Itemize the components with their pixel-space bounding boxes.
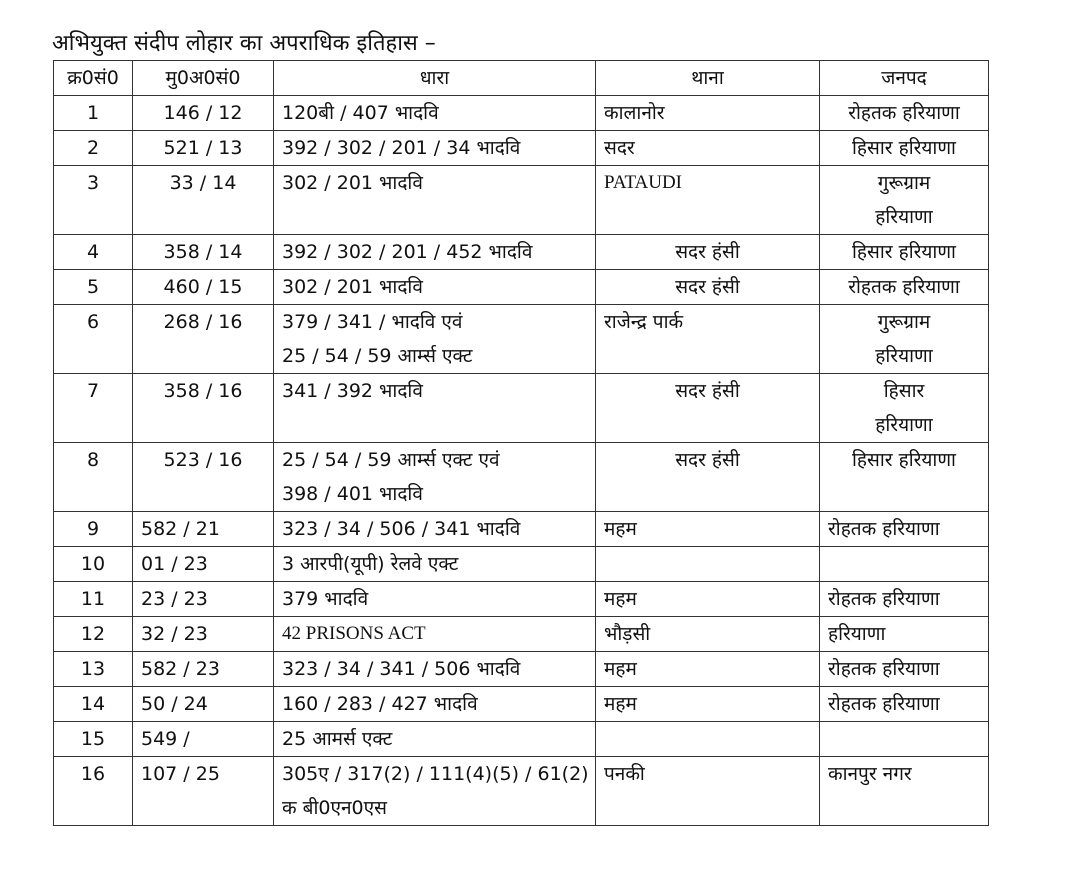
police-station-cell-line: PATAUDI (604, 172, 683, 193)
serial-number-cell: 14 (54, 687, 133, 722)
case-number-cell: 582 / 23 (133, 652, 274, 687)
sections-cell-line: क बी0एन0एस (282, 797, 387, 819)
sections-cell (274, 757, 596, 826)
district-cell-line: रोहतक हरियाणा (828, 658, 940, 680)
district-cell (820, 722, 989, 757)
serial-number-cell: 10 (54, 547, 133, 582)
district-cell-line: हरियाणा (828, 623, 886, 645)
sections-cell-line: 25 / 54 / 59 आर्म्स एक्ट (282, 345, 473, 367)
district-cell-line: रोहतक हरियाणा (848, 102, 960, 124)
police-station-cell (596, 757, 820, 826)
serial-number-cell: 16 (54, 757, 133, 826)
serial-number-cell: 7 (54, 374, 133, 443)
table-row (54, 512, 989, 547)
table-row (54, 235, 989, 270)
district-cell-line: हिसार हरियाणा (852, 241, 956, 263)
sections-cell-line: 323 / 34 / 506 / 341 भादवि (282, 518, 521, 540)
police-station-cell (596, 443, 820, 512)
police-station-cell (596, 374, 820, 443)
sections-cell (274, 374, 596, 443)
district-cell-line: हरियाणा (875, 206, 933, 228)
serial-number-cell: 13 (54, 652, 133, 687)
case-number-cell: 01 / 23 (133, 547, 274, 582)
sections-cell (274, 617, 596, 652)
district-cell (820, 443, 989, 512)
case-number-cell: 33 / 14 (133, 166, 274, 235)
sections-cell-line: 25 / 54 / 59 आर्म्स एक्ट एवं (282, 449, 500, 471)
table-row (54, 582, 989, 617)
case-number-cell: 23 / 23 (133, 582, 274, 617)
district-cell (820, 757, 989, 826)
column-header-case-number: मु0अ0सं0 (133, 61, 274, 96)
district-cell-line: रोहतक हरियाणा (828, 518, 940, 540)
sections-cell (274, 582, 596, 617)
district-cell-line: हिसार हरियाणा (852, 449, 956, 471)
table-row (54, 547, 989, 582)
district-cell-line: हरियाणा (875, 414, 933, 436)
serial-number-cell: 3 (54, 166, 133, 235)
serial-number-cell: 15 (54, 722, 133, 757)
police-station-cell-line: सदर हंसी (675, 276, 740, 298)
table-row (54, 757, 989, 826)
district-cell (820, 687, 989, 722)
sections-cell-line: 392 / 302 / 201 / 452 भादवि (282, 241, 533, 263)
column-header-sections: धारा (274, 61, 596, 96)
column-header-serial: क्र0सं0 (54, 61, 133, 96)
sections-cell-line: 302 / 201 भादवि (282, 172, 423, 194)
district-cell (820, 547, 989, 582)
case-number-cell: 358 / 14 (133, 235, 274, 270)
police-station-cell (596, 270, 820, 305)
sections-cell-line: 3 आरपी(यूपी) रेलवे एक्ट (282, 553, 459, 575)
sections-cell-line: 42 PRISONS ACT (282, 623, 426, 644)
case-number-cell: 549 / (133, 722, 274, 757)
district-cell-line: गुरूग्राम (877, 311, 931, 333)
case-number-cell: 268 / 16 (133, 305, 274, 374)
table-body (54, 96, 989, 826)
case-number-cell: 146 / 12 (133, 96, 274, 131)
police-station-cell-line: भौड़सी (604, 623, 651, 645)
serial-number-cell: 2 (54, 131, 133, 166)
district-cell (820, 582, 989, 617)
police-station-cell (596, 96, 820, 131)
police-station-cell-line: राजेन्द्र पार्क (604, 311, 684, 333)
district-cell-line: हिसार (883, 380, 925, 402)
police-station-cell (596, 582, 820, 617)
sections-cell-line: 120बी / 407 भादवि (282, 102, 439, 124)
sections-cell (274, 547, 596, 582)
district-cell (820, 512, 989, 547)
police-station-cell (596, 652, 820, 687)
sections-cell-line: 392 / 302 / 201 / 34 भादवि (282, 137, 521, 159)
sections-cell-line: 305ए / 317(2) / 111(4)(5) / 61(2) (282, 763, 589, 785)
serial-number-cell: 4 (54, 235, 133, 270)
table-row (54, 687, 989, 722)
district-cell-line: हरियाणा (875, 345, 933, 367)
table-row (54, 617, 989, 652)
police-station-cell-line: महम (604, 658, 637, 680)
police-station-cell (596, 547, 820, 582)
district-cell (820, 131, 989, 166)
police-station-cell-line: सदर हंसी (675, 380, 740, 402)
district-cell-line: हिसार हरियाणा (852, 137, 956, 159)
table-row (54, 443, 989, 512)
sections-cell (274, 166, 596, 235)
police-station-cell (596, 131, 820, 166)
district-cell (820, 235, 989, 270)
sections-cell-line: 302 / 201 भादवि (282, 276, 423, 298)
police-station-cell (596, 305, 820, 374)
sections-cell (274, 512, 596, 547)
police-station-cell (596, 687, 820, 722)
sections-cell (274, 270, 596, 305)
table-row (54, 96, 989, 131)
case-number-cell: 582 / 21 (133, 512, 274, 547)
sections-cell-line: 341 / 392 भादवि (282, 380, 423, 402)
police-station-cell-line: महम (604, 693, 637, 715)
criminal-history-table (53, 60, 989, 826)
sections-cell-line: 379 भादवि (282, 588, 369, 610)
district-cell-line: कानपुर नगर (828, 763, 912, 785)
serial-number-cell: 8 (54, 443, 133, 512)
sections-cell (274, 652, 596, 687)
sections-cell-line: 323 / 34 / 341 / 506 भादवि (282, 658, 521, 680)
police-station-cell (596, 617, 820, 652)
case-number-cell: 460 / 15 (133, 270, 274, 305)
table-row (54, 374, 989, 443)
sections-cell (274, 443, 596, 512)
table-row (54, 131, 989, 166)
district-cell (820, 96, 989, 131)
district-cell (820, 270, 989, 305)
sections-cell-line: 379 / 341 / भादवि एवं (282, 311, 463, 333)
case-number-cell: 523 / 16 (133, 443, 274, 512)
police-station-cell (596, 235, 820, 270)
district-cell (820, 617, 989, 652)
serial-number-cell: 9 (54, 512, 133, 547)
district-cell (820, 652, 989, 687)
district-cell (820, 305, 989, 374)
district-cell (820, 374, 989, 443)
case-number-cell: 32 / 23 (133, 617, 274, 652)
district-cell-line: रोहतक हरियाणा (828, 588, 940, 610)
police-station-cell-line: सदर हंसी (675, 241, 740, 263)
serial-number-cell: 12 (54, 617, 133, 652)
serial-number-cell: 11 (54, 582, 133, 617)
column-header-district: जनपद (820, 61, 989, 96)
serial-number-cell: 5 (54, 270, 133, 305)
sections-cell (274, 96, 596, 131)
table-row (54, 270, 989, 305)
case-number-cell: 521 / 13 (133, 131, 274, 166)
sections-cell-line: 398 / 401 भादवि (282, 483, 423, 505)
police-station-cell-line: सदर हंसी (675, 449, 740, 471)
table-row (54, 722, 989, 757)
table-header-row (54, 61, 989, 96)
table-row (54, 166, 989, 235)
police-station-cell-line: पनकी (604, 763, 645, 785)
sections-cell (274, 687, 596, 722)
sections-cell (274, 235, 596, 270)
police-station-cell-line: सदर (604, 137, 635, 159)
case-number-cell: 50 / 24 (133, 687, 274, 722)
district-cell-line: रोहतक हरियाणा (828, 693, 940, 715)
column-header-police-station: थाना (596, 61, 820, 96)
sections-cell-line: 25 आमर्स एक्ट (282, 728, 393, 750)
sections-cell-line: 160 / 283 / 427 भादवि (282, 693, 478, 715)
case-number-cell: 107 / 25 (133, 757, 274, 826)
police-station-cell-line: कालानोर (604, 102, 665, 124)
document-heading: अभियुक्त संदीप लोहार का अपराधिक इतिहास – (52, 31, 436, 56)
police-station-cell-line: महम (604, 588, 637, 610)
sections-cell (274, 722, 596, 757)
district-cell-line: रोहतक हरियाणा (848, 276, 960, 298)
police-station-cell (596, 722, 820, 757)
police-station-cell (596, 166, 820, 235)
police-station-cell-line: महम (604, 518, 637, 540)
sections-cell (274, 305, 596, 374)
table-row (54, 305, 989, 374)
sections-cell (274, 131, 596, 166)
serial-number-cell: 1 (54, 96, 133, 131)
district-cell (820, 166, 989, 235)
case-number-cell: 358 / 16 (133, 374, 274, 443)
district-cell-line: गुरूग्राम (877, 172, 931, 194)
serial-number-cell: 6 (54, 305, 133, 374)
police-station-cell (596, 512, 820, 547)
table-row (54, 652, 989, 687)
